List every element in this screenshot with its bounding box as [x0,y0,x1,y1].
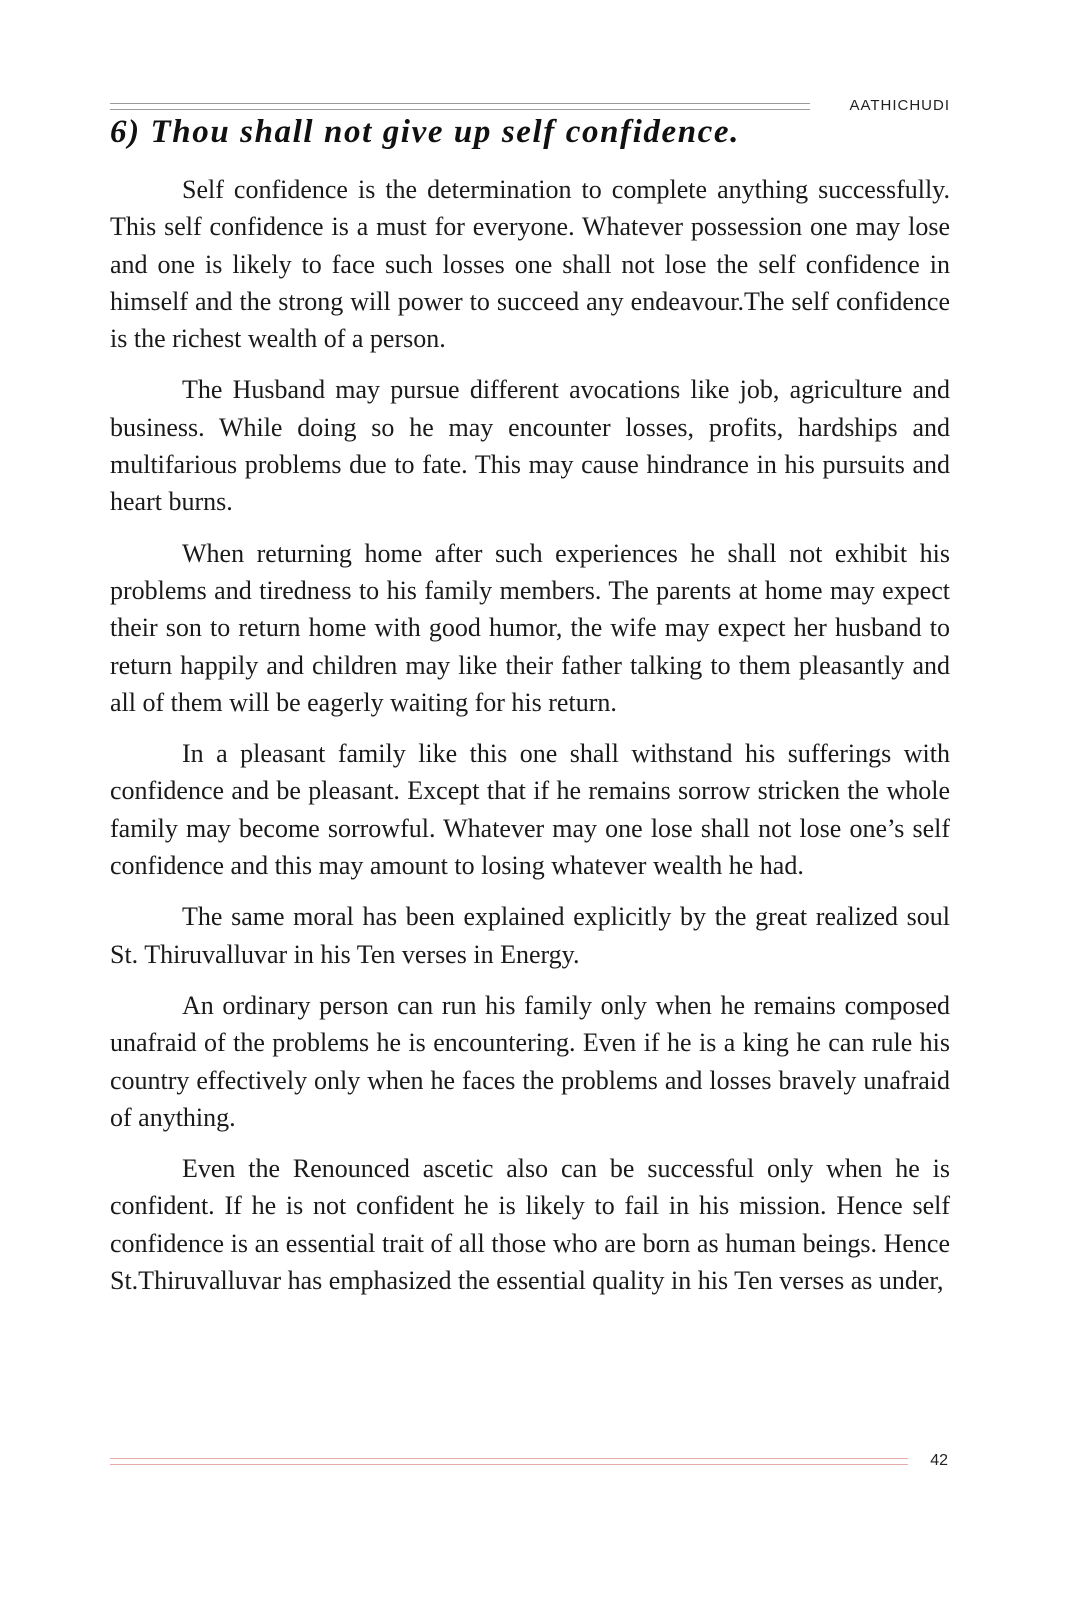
paragraph: Self confidence is the determination to complete anything successfully. This self confidence is a must for everyone. Whatever possession one may lose and one is likely to face such losses one shall not lose the self confidence in himself and the strong will power to succeed any endeavour.The self confidence is the richest wealth of a person. [110,175,950,354]
running-title: AATHICHUDI [849,97,950,114]
paragraph: Even the Renounced ascetic also can be successful only when he is confident. If he is not confident he is likely to fail in his mission. Hence self confidence is an essential trait of all those who are born as human beings. Hence St.Thiruvalluvar has emphasized the essential quality in his Ten verses as under, [110,1154,950,1296]
section-heading: 6) Thou shall not give up self confidence. [110,114,741,150]
page-number: 42 [930,1452,948,1469]
header-double-rule [110,103,810,110]
paragraph: The Husband may pursue different avocations like job, agriculture and business. While doing so he may encounter losses, profits, hardships and multifarious problems due to fate. This may cause hindrance in his pursuits and heart burns. [110,375,950,517]
footer-double-rule [110,1458,908,1465]
paragraph: When returning home after such experiences he shall not exhibit his problems and tiredness to his family members. The parents at home may expect their son to return home with good humor, the wife may expect her husband to return happily and children may like their father talking to them pleasantly and all of them will be eagerly waiting for his return. [110,538,950,717]
body-text [110,171,950,1313]
paragraph: In a pleasant family like this one shall withstand his sufferings with confidence and be pleasant. Except that if he remains sorrow stricken the whole family may become sorrowful. Whatever may one lose shall not lose one’s self confidence and this may amount to losing whatever wealth he had. [110,739,950,881]
running-header [110,92,950,114]
page-footer [110,1452,950,1474]
paragraph: An ordinary person can run his family only when he remains composed unafraid of the problems he is encountering. Even if he is a king he can rule his country effectively only when he faces the problems and losses bravely unafraid of anything. [110,990,950,1132]
paragraph: The same moral has been explained explicitly by the great realized soul St. Thiruvalluvar in his Ten verses in Energy. [110,902,950,969]
